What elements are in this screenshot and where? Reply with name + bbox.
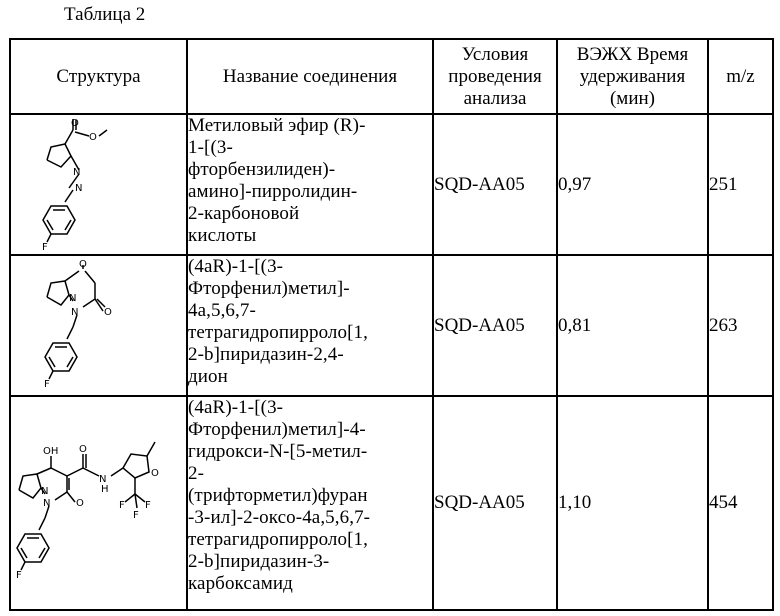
name-line: 2-b]пиридазин-2,4-: [188, 344, 344, 365]
compounds-table: [9, 38, 774, 611]
name-line: (4aR)-1-[(3-: [188, 256, 284, 277]
atom-label: F: [133, 510, 139, 521]
retention-time: 0,81: [557, 255, 708, 396]
atom-label: F: [16, 570, 22, 581]
chemical-structure-3: [11, 398, 187, 608]
retention-time: 0,97: [557, 114, 708, 255]
atom-label: O: [151, 468, 159, 479]
table-row: [10, 396, 773, 610]
name-line: (трифторметил)фуран: [188, 485, 368, 506]
atom-label: F: [119, 500, 125, 511]
atom-label: F: [44, 378, 50, 390]
name-line: (4aR)-1-[(3-: [188, 397, 284, 418]
atom-label: F: [145, 500, 151, 511]
header-retention-line: (мин): [609, 87, 655, 109]
name-line: гидрокси-N-[5-метил-: [188, 441, 368, 462]
atom-label: H: [101, 484, 109, 495]
analysis-conditions: SQD-AA05: [433, 396, 557, 610]
analysis-conditions: SQD-AA05: [433, 255, 557, 396]
compound-name: [187, 255, 433, 396]
structure-cell: [10, 114, 187, 255]
atom-label: N: [71, 306, 79, 318]
atom-label: F: [42, 241, 48, 253]
header-retention-line: удерживания: [579, 65, 686, 87]
name-line: 1-[(3-: [188, 137, 233, 158]
header-retention-line: ВЭЖХ Время: [576, 43, 689, 65]
header-row: [10, 39, 773, 114]
header-conditions-line: анализа: [463, 87, 527, 109]
atom-label: O: [89, 131, 97, 143]
header-name: Название соединения: [187, 39, 433, 114]
name-line: амино]-пирролидин-: [188, 181, 358, 202]
table-caption: Таблица 2: [64, 4, 146, 25]
analysis-conditions: SQD-AA05: [433, 114, 557, 255]
compound-name: [187, 114, 433, 255]
atom-label: N: [75, 182, 83, 194]
name-line: 2-: [188, 463, 205, 484]
header-conditions: [433, 39, 557, 114]
atom-label: N: [99, 474, 107, 485]
header-retention: [557, 39, 708, 114]
name-line: дион: [188, 366, 228, 387]
atom-label: O: [76, 498, 84, 509]
atom-label: O: [104, 306, 112, 318]
name-line: Метиловый эфир (R)-: [188, 115, 366, 136]
name-line: фторбензилиден)-: [188, 159, 336, 180]
atom-label: N: [41, 486, 49, 497]
mz-value: 263: [708, 255, 773, 396]
name-line: Фторфенил)метил]-4-: [188, 419, 366, 440]
atom-label: O: [79, 444, 87, 455]
name-line: тетрагидропирроло[1,: [188, 529, 368, 550]
name-line: 4a,5,6,7-: [188, 300, 256, 321]
name-line: Фторфенил)метил]-: [188, 278, 350, 299]
atom-label: OH: [43, 446, 59, 457]
chemical-structure-1: [39, 116, 159, 254]
name-line: 2-карбоновой: [188, 203, 300, 224]
mz-value: 251: [708, 114, 773, 255]
name-line: 2-b]пиридазин-3-: [188, 551, 330, 572]
atom-label: N: [73, 166, 81, 178]
chemical-structure-2: [39, 257, 159, 395]
name-line: кислоты: [188, 225, 257, 246]
atom-label: N: [43, 498, 51, 509]
table-row: [10, 114, 773, 255]
retention-time: 1,10: [557, 396, 708, 610]
name-line: тетрагидропирроло[1,: [188, 322, 368, 343]
atom-label: O: [71, 117, 79, 129]
mz-value: 454: [708, 396, 773, 610]
name-line: карбоксамид: [188, 573, 293, 594]
header-conditions-line: Условия: [461, 43, 529, 65]
header-conditions-line: проведения: [448, 65, 542, 87]
structure-cell: [10, 396, 187, 610]
atom-label: O: [79, 258, 87, 270]
compound-name: [187, 396, 433, 610]
atom-label: N: [69, 292, 77, 304]
header-structure: Структура: [10, 39, 187, 114]
table-row: [10, 255, 773, 396]
name-line: -3-ил]-2-оксо-4a,5,6,7-: [188, 507, 371, 528]
structure-cell: [10, 255, 187, 396]
header-mz: m/z: [708, 39, 773, 114]
